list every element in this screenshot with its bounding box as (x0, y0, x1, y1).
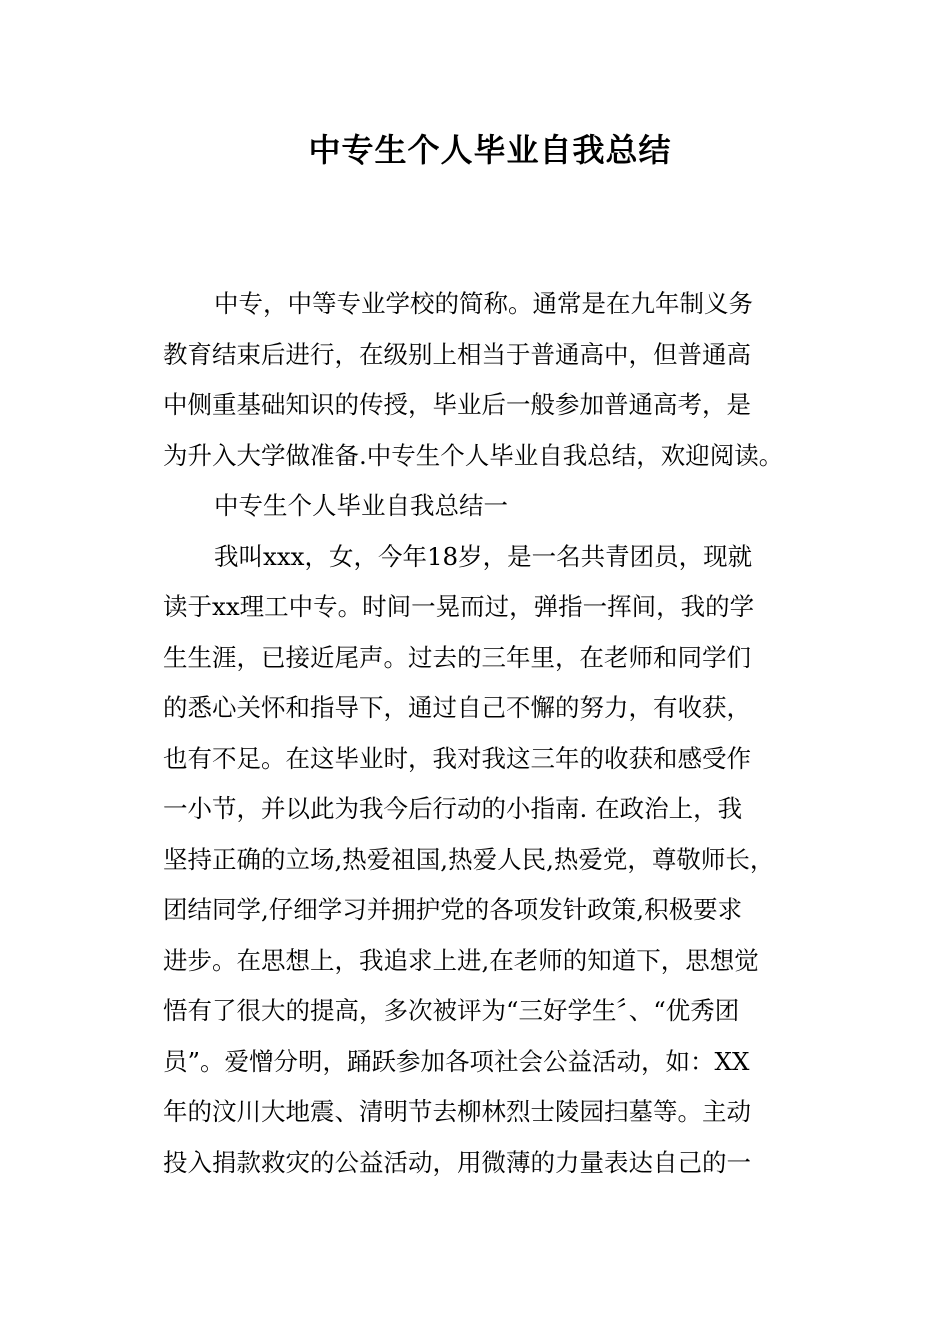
body-line: 坚持正确的立场,热爱祖国,热爱人民,热爱党，尊敬师长， (163, 844, 775, 874)
section-heading: 中专生个人毕业自我总结一 (214, 491, 508, 520)
body-line: 团结同学,仔细学习并拥护党的各项发针政策,积极要求 (163, 895, 743, 924)
document-body (163, 284, 823, 1193)
body-line: 年的汶川大地震、清明节去柳林烈士陵园扫墓等。主动 (163, 1097, 751, 1126)
body-line: 员”。爱憎分明，踊跃参加各项社会公益活动，如：XX (163, 1046, 750, 1076)
body-line: 悟有了很大的提高，多次被评为“三好学生〞、“优秀团 (163, 996, 740, 1025)
body-line: 也有不足。在这毕业时，我对我这三年的收获和感受作 (163, 743, 751, 773)
body-line: 一小节，并以此为我今后行动的小指南. 在政治上，我 (163, 794, 743, 823)
body-line: 进步。在思想上，我追求上进,在老师的知道下，思想觉 (163, 945, 759, 975)
body-line: 中侧重基础知识的传授，毕业后一般参加普通高考，是 (163, 390, 751, 419)
body-line: 的悉心关怀和指导下，通过自己不懈的努力，有收获， (163, 693, 751, 722)
body-line: 我叫xxx，女，今年18岁，是一名共青团员，现就 (214, 541, 753, 571)
body-line: 教育结束后进行，在级别上相当于普通高中，但普通高 (163, 339, 751, 369)
body-line: 投入捐款救灾的公益活动，用微薄的力量表达自己的一 (163, 1147, 751, 1177)
body-line: 读于xx理工中专。时间一晃而过，弹指一挥间，我的学 (163, 592, 755, 621)
body-line: 中专，中等专业学校的简称。通常是在九年制义务 (214, 289, 753, 318)
body-line: 为升入大学做准备.中专生个人毕业自我总结，欢迎阅读。 (163, 440, 784, 470)
body-line: 生生涯，已接近尾声。过去的三年里，在老师和同学们 (163, 642, 751, 672)
document-title: 中专生个人毕业自我总结 (308, 131, 672, 169)
